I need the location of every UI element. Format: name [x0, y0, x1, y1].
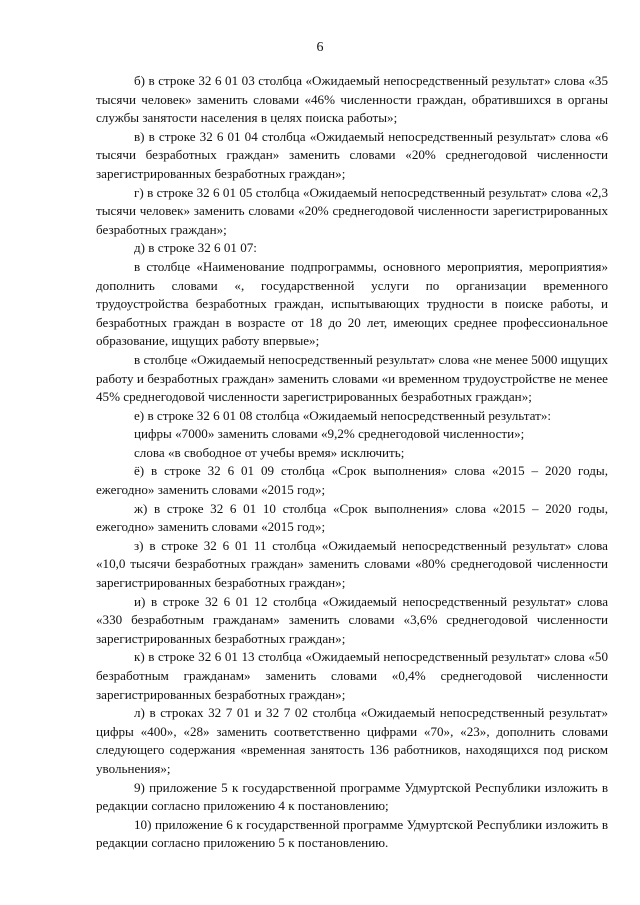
paragraph-v: в) в строке 32 6 01 04 столбца «Ожидаемый непосредственный результат» слова «6 тысячи безработных граждан» заменить словами «20% среднегодовой численности зарегистрированных безработных граждан»;	[96, 128, 608, 181]
paragraph-d: д) в строке 32 6 01 07:	[134, 240, 257, 256]
paragraph-9: 9) приложение 5 к государственной программе Удмуртской Республики изложить в редакции согласно приложению 4 к постановлению;	[96, 779, 608, 814]
paragraph-g: г) в строке 32 6 01 05 столбца «Ожидаемый непосредственный результат» слова «2,3 тысячи человек» заменить словами «20% среднегодовой численности зарегистрированных безработных граждан»;	[96, 184, 608, 237]
paragraph-k: к) в строке 32 6 01 13 столбца «Ожидаемый непосредственный результат» слова «50 безработным гражданам» заменить словами «0,4% среднегодовой численности зарегистрированных безработных граждан»;	[96, 649, 608, 702]
paragraph-10: 10) приложение 6 к государственной программе Удмуртской Республики изложить в редакции согласно приложению 5 к постановлению.	[96, 816, 608, 851]
paragraph-zh: ж) в строке 32 6 01 10 столбца «Срок выполнения» слова «2015 – 2020 годы, ежегодно» заменить словами «2015 год»;	[96, 500, 608, 535]
paragraph-z: з) в строке 32 6 01 11 столбца «Ожидаемый непосредственный результат» слова «10,0 тысячи безработных граждан» заменить словами «80% среднегодовой численности зарегистрированных безработных граждан»;	[96, 537, 608, 591]
paragraph-d-result-column: в столбце «Ожидаемый непосредственный результат» слова «не менее 5000 ищущих работу и безработных граждан» заменить словами «и временном трудоустройстве не менее 45% среднегодовой численности зарегистрированных безработных граждан»;	[96, 351, 608, 405]
page-number: 6	[316, 40, 324, 55]
paragraph-i: и) в строке 32 6 01 12 столбца «Ожидаемый непосредственный результат» слова «330 безработным гражданам» заменить словами «3,6% среднегодовой численности зарегистрированных безработных граждан»;	[96, 593, 608, 646]
paragraph-e-digits: цифры «7000» заменить словами «9,2% среднегодовой численности»;	[134, 426, 525, 442]
paragraph-e: е) в строке 32 6 01 08 столбца «Ожидаемый непосредственный результат»:	[134, 407, 552, 423]
paragraph-yo: ё) в строке 32 6 01 09 столбца «Срок выполнения» слова «2015 – 2020 годы, ежегодно» заменить словами «2015 год»;	[96, 463, 608, 498]
paragraph-d-name-column: в столбце «Наименование подпрограммы, основного мероприятия, мероприятия» дополнить словами «, государственной услуги по организации временного трудоустройства безработных граждан, испытывающих трудности в поиске работы, и безработных граждан в возрасте от 18 до 20 лет, имеющих среднее профессиональное образование, ищущих работу впервые»;	[96, 258, 608, 349]
paragraph-b: б) в строке 32 6 01 03 столбца «Ожидаемый непосредственный результат» слова «35 тысячи человек» заменить словами «46% численности граждан, обратившихся в органы службы занятости населения в целях поиска работы»;	[96, 73, 608, 126]
paragraph-l: л) в строках 32 7 01 и 32 7 02 столбца «Ожидаемый непосредственный результат» цифры «400», «28» заменить соответственно цифрами «70», «23», дополнить словами следующего содержания «временная занятость 136 работников, находящихся под риском увольнения»;	[96, 705, 608, 776]
paragraph-e-words: слова «в свободное от учебы время» исключить;	[134, 444, 405, 460]
document-body	[96, 72, 608, 853]
